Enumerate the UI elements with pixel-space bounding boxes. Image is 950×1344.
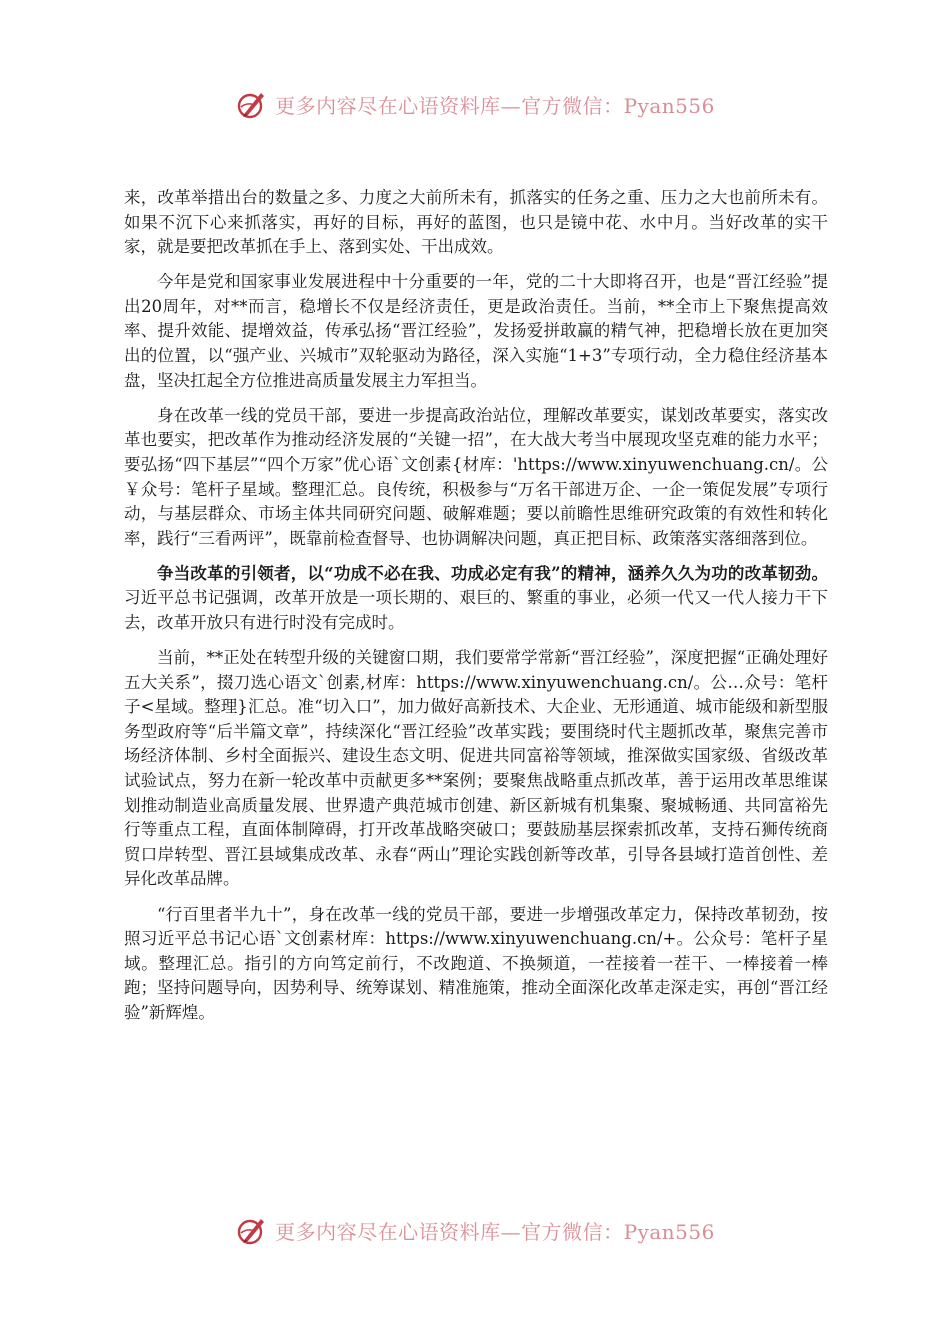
document-body xyxy=(124,186,828,1036)
footer-watermark-banner xyxy=(0,1210,950,1250)
pen-logo-icon xyxy=(235,87,269,121)
paragraph-6: “行百里者半九十”，身在改革一线的党员干部，要进一步增强改革定力，保持改革韧劲，按照习近平总书记心语`文创素材库：https://www.xinyuwenchuang.cn/+。公众号：笔杆子星域。整理汇总。指引的方向笃定前行，不改跑道、不换频道，一茬接着一茬干、一棒接着一棒跑；坚持问题导向，因势利导、统筹谋划、精准施策，推动全面深化改革走深走实，再创“晋江经验”新辉煌。 xyxy=(124,904,828,1022)
paragraph-1: 来，改革举措出台的数量之多、力度之大前所未有，抓落实的任务之重、压力之大也前所未有。如果不沉下心来抓落实，再好的目标，再好的蓝图，也只是镜中花、水中月。当好改革的实干家，就是要把改革抓在手上、落到实处、干出成效。 xyxy=(124,188,828,257)
paragraph-3: 身在改革一线的党员干部，要进一步提高政治站位，理解改革要实，谋划改革要实，落实改革也要实，把改革作为推动经济发展的“关键一招”，在大战大考当中展现攻坚克难的能力水平；要弘扬“四下基层”“四个万家”优心语`文创素{材库：'https://www.xinyuwenchuang.cn/。公￥众号：笔杆子星域。整理汇总。良传统，积极参与“万名干部进万企、一企一策促发展”专项行动，与基层群众、市场主体共同研究问题、破解难题；要以前瞻性思维研究政策的有效性和转化率，践行“三看两评”，既靠前检查督导、也协调解决问题，真正把目标、政策落实落细落到位。 xyxy=(124,405,828,548)
paragraph-2: 今年是党和国家事业发展进程中十分重要的一年，党的二十大即将召开，也是“晋江经验”提出20周年，对**而言，稳增长不仅是经济责任，更是政治责任。当前，**全市上下聚焦提高效率、提升效能、提增效益，传承弘扬“晋江经验”，发扬爱拼敢赢的精气神，把稳增长放在更加突出的位置，以“强产业、兴城市”双轮驱动为路径，深入实施“1+3”专项行动，全力稳住经济基本盘，坚决扛起全方位推进高质量发展主力军担当。 xyxy=(124,272,828,390)
header-banner-text: 更多内容尽在心语资料库—官方微信：Pyan556 xyxy=(275,93,715,118)
footer-banner-text: 更多内容尽在心语资料库—官方微信：Pyan556 xyxy=(275,1219,715,1244)
header-watermark-banner xyxy=(0,84,950,124)
pen-logo-icon xyxy=(235,1213,269,1247)
paragraph-4-lead: 争当改革的引领者，以“功成不必在我、功成必定有我”的精神，涵养久久为功的改革韧劲。 xyxy=(157,563,828,583)
paragraph-4-body: 习近平总书记强调，改革开放是一项长期的、艰巨的、繁重的事业，必须一代又一代人接力干下去，改革开放只有进行时没有完成时。 xyxy=(124,588,828,632)
paragraph-5: 当前，**正处在转型升级的关键窗口期，我们要常学常新“晋江经验”，深度把握“正确处理好五大关系”，掇刀选心语文`创素,材库：https://www.xinyuwenchuang.cn/。公…众号：笔杆子<星域。整理}汇总。准“切入口”，加力做好高新技术、大企业、无形通道、城市能级和新型服务型政府等“后半篇文章”，持续深化“晋江经验”改革实践；要围绕时代主题抓改革，聚焦完善市场经济体制、乡村全面振兴、建设生态文明、促进共同富裕等领域，推深做实国家级、省级改革试验试点，努力在新一轮改革中贡献更多**案例；要聚焦战略重点抓改革，善于运用改革思维谋划推动制造业高质量发展、世界遗产典范城市创建、新区新城有机集聚、聚城畅通、共同富裕先行等重点工程，直面体制障碍，打开改革战略突破口；要鼓励基层探索抓改革，支持石狮传统商贸口岸转型、晋江县域集成改革、永春“两山”理论实践创新等改革，引导各县域打造首创性、差异化改革品牌。 xyxy=(124,648,828,889)
paragraph-4 xyxy=(124,562,828,636)
